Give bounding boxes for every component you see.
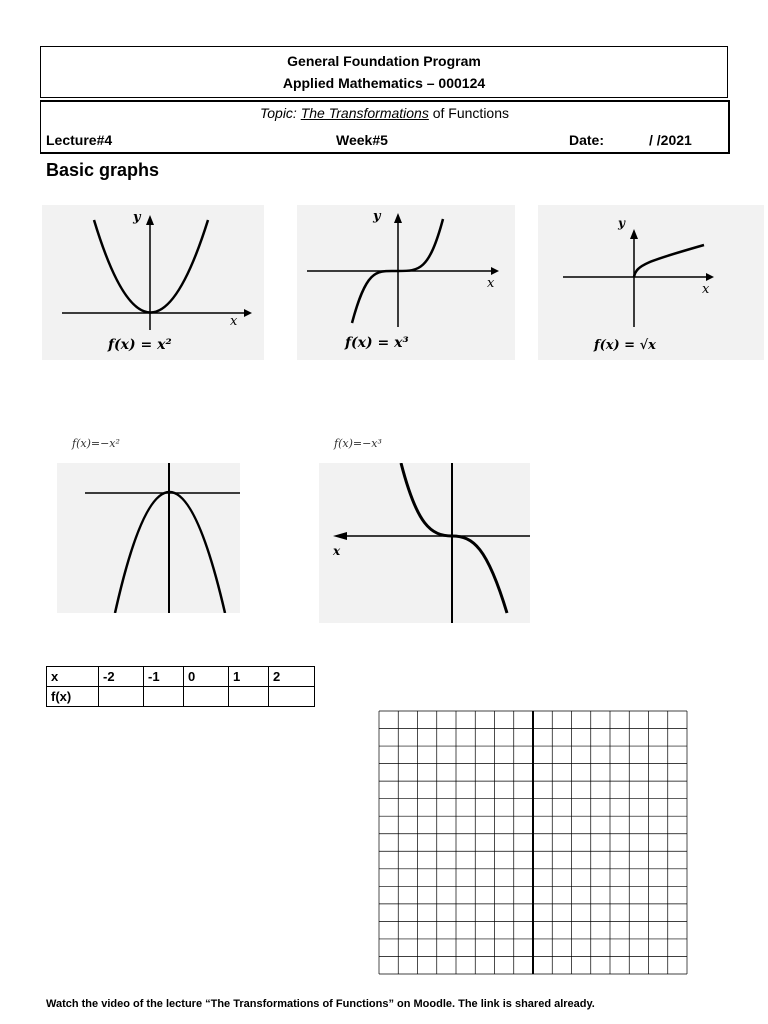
x-arrow-icon — [491, 267, 499, 275]
graph-paper-grid[interactable] — [378, 710, 688, 975]
table-cell: f(x) — [47, 687, 99, 707]
caption-neg-x-squared: f(x)=−x² — [72, 437, 120, 450]
table-row — [47, 687, 315, 707]
topic-label: Topic: — [259, 105, 297, 121]
graph-label: f(x) = √x — [594, 338, 656, 353]
graph-neg-x-squared — [57, 463, 240, 613]
y-axis-label: y — [373, 209, 381, 224]
date-value: / /2021 — [649, 132, 692, 148]
x-axis-label: x — [487, 276, 495, 291]
x-arrow-icon — [706, 273, 714, 281]
course-title: Applied Mathematics – 000124 — [282, 75, 486, 91]
graph-label: f(x) = x³ — [345, 335, 409, 351]
x-arrow-icon — [333, 532, 347, 540]
header-box — [40, 46, 728, 98]
date-label: Date: — [569, 132, 605, 148]
y-axis-label: y — [618, 216, 625, 230]
table-cell: -2 — [99, 667, 144, 687]
table-cell: 1 — [229, 667, 269, 687]
y-arrow-icon — [146, 215, 154, 225]
graph-x-squared — [42, 205, 264, 360]
table-cell: -1 — [144, 667, 184, 687]
y-arrow-icon — [630, 229, 638, 239]
x-axis-label: x — [230, 314, 238, 329]
table-cell[interactable] — [99, 687, 144, 707]
table-cell[interactable] — [269, 687, 315, 707]
table-cell[interactable] — [229, 687, 269, 707]
caption-neg-x-cubed: f(x)=−x³ — [334, 437, 382, 450]
lecture-info-box — [40, 100, 730, 154]
footer-note: Watch the video of the lecture “The Transformations of Functions” on Moodle. The link is shared already. — [46, 998, 595, 1010]
neg-cubic-curve — [401, 463, 507, 613]
week-number: Week#5 — [336, 132, 388, 148]
value-table — [46, 666, 315, 707]
sqrt-curve — [634, 245, 704, 277]
graph-x-cubed — [297, 205, 515, 360]
graph-label: f(x) = x² — [108, 337, 172, 353]
topic-line — [41, 105, 728, 121]
x-arrow-icon — [244, 309, 252, 317]
topic-rest: of Functions — [432, 105, 509, 121]
x-axis-label: x — [333, 544, 341, 558]
section-title: Basic graphs — [46, 160, 160, 180]
topic-name: The Transformations — [300, 105, 429, 121]
graph-neg-x-cubed — [319, 463, 530, 623]
y-arrow-icon — [394, 213, 402, 223]
y-axis-label: y — [133, 210, 141, 225]
table-cell: x — [47, 667, 99, 687]
x-axis-label: x — [702, 282, 710, 297]
table-cell[interactable] — [144, 687, 184, 707]
table-row — [47, 667, 315, 687]
graph-sqrt-x — [538, 205, 764, 360]
parabola-curve — [94, 220, 208, 313]
table-cell: 2 — [269, 667, 315, 687]
program-title: General Foundation Program — [287, 53, 481, 69]
table-cell[interactable] — [184, 687, 229, 707]
lecture-number: Lecture#4 — [46, 132, 113, 148]
table-cell: 0 — [184, 667, 229, 687]
